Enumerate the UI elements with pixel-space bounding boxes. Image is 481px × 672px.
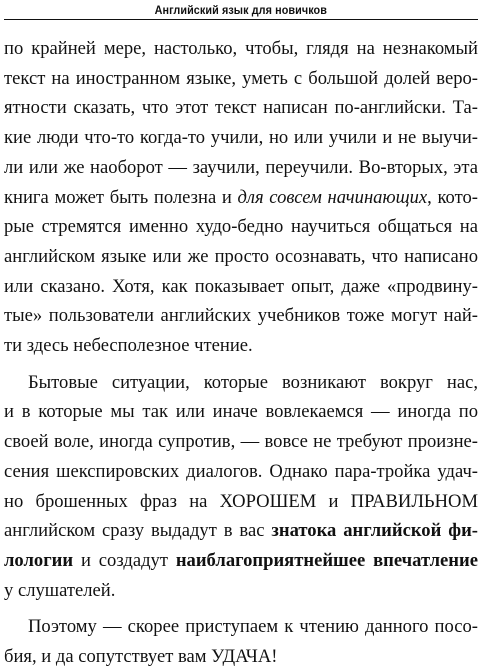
text-line — [4, 612, 478, 642]
paragraph-1 — [4, 34, 478, 361]
text-run: ти здесь небесполезное чтение. — [4, 335, 253, 357]
text-line — [4, 123, 478, 153]
text-line — [4, 427, 478, 457]
text-line — [4, 64, 478, 94]
paragraph-gap — [4, 361, 478, 368]
body-text — [4, 34, 478, 672]
text-run: Бытовые ситуации, которые возникают вокруг нас, — [28, 371, 478, 393]
text-line — [4, 34, 478, 64]
text-run: или сказано. Хотя, как показывает опыт, даже «продвину- — [4, 275, 478, 297]
text-line — [4, 93, 478, 123]
text-run: ятности сказать, что этот текст написан по-английски. Та- — [4, 97, 478, 119]
text-line — [4, 487, 478, 517]
paragraph-2 — [4, 368, 478, 606]
italic-phrase: для совсем начинающих — [237, 186, 428, 208]
text-line — [4, 242, 478, 272]
text-run: и в которые мы так или иначе вовлекаемся — иногда по — [4, 401, 478, 423]
text-line — [4, 301, 478, 331]
text-run: кие люди что-то когда-то учили, но или учили и не выучи- — [4, 127, 478, 149]
text-run: английском сразу выдадут в вас — [4, 520, 272, 542]
bold-phrase: лологии — [4, 549, 74, 571]
text-run: сения шекспировских диалогов. Однако пара-тройка удач- — [4, 460, 478, 482]
text-line — [4, 397, 478, 427]
text-line — [4, 457, 478, 487]
text-run: по крайней мере, настолько, чтобы, глядя на незнакомый — [4, 38, 478, 59]
text-line — [4, 642, 478, 672]
text-run: у слушателей. — [4, 579, 116, 601]
running-header — [4, 0, 478, 20]
paragraph-3 — [4, 612, 478, 671]
text-line — [4, 576, 478, 606]
text-line — [4, 272, 478, 302]
text-line — [4, 183, 478, 213]
text-run: текст на иностранном языке, уметь с большой долей веро- — [4, 67, 478, 89]
text-run: рые стремятся именно худо-бедно научиться общаться на — [4, 216, 478, 238]
text-run: книга может быть полезна и — [4, 186, 238, 208]
text-run: своей воле, иногда супротив, — вовсе не требуют произне- — [4, 431, 478, 453]
text-line — [4, 153, 478, 183]
bold-phrase: знатока английской фи- — [271, 520, 478, 542]
text-run: английском языке или же просто осознавать, что написано — [4, 245, 478, 267]
text-run: , кото- — [427, 186, 478, 208]
bold-phrase: наиблагоприятнейшее впечатление — [175, 549, 478, 571]
text-run: и создадут — [73, 549, 176, 571]
text-run: но брошенных фраз на ХОРОШЕМ и ПРАВИЛЬНОМ — [4, 490, 478, 512]
text-line — [4, 368, 478, 398]
running-title: Английский язык для новичков — [154, 3, 328, 17]
text-run: ли или же наоборот — заучили, переучили. Во-вторых, эта — [4, 156, 478, 178]
text-line — [4, 212, 478, 242]
text-line — [4, 331, 478, 361]
text-run: тые» пользователи английских учебников тоже могут най- — [4, 305, 478, 327]
text-run: Поэтому — скорее приступаем к чтению данного посо- — [28, 616, 478, 638]
text-line — [4, 546, 478, 576]
text-line — [4, 516, 478, 546]
paragraph-gap — [4, 605, 478, 612]
text-run: бия, и да сопутствует вам УДАЧА! — [4, 646, 278, 668]
